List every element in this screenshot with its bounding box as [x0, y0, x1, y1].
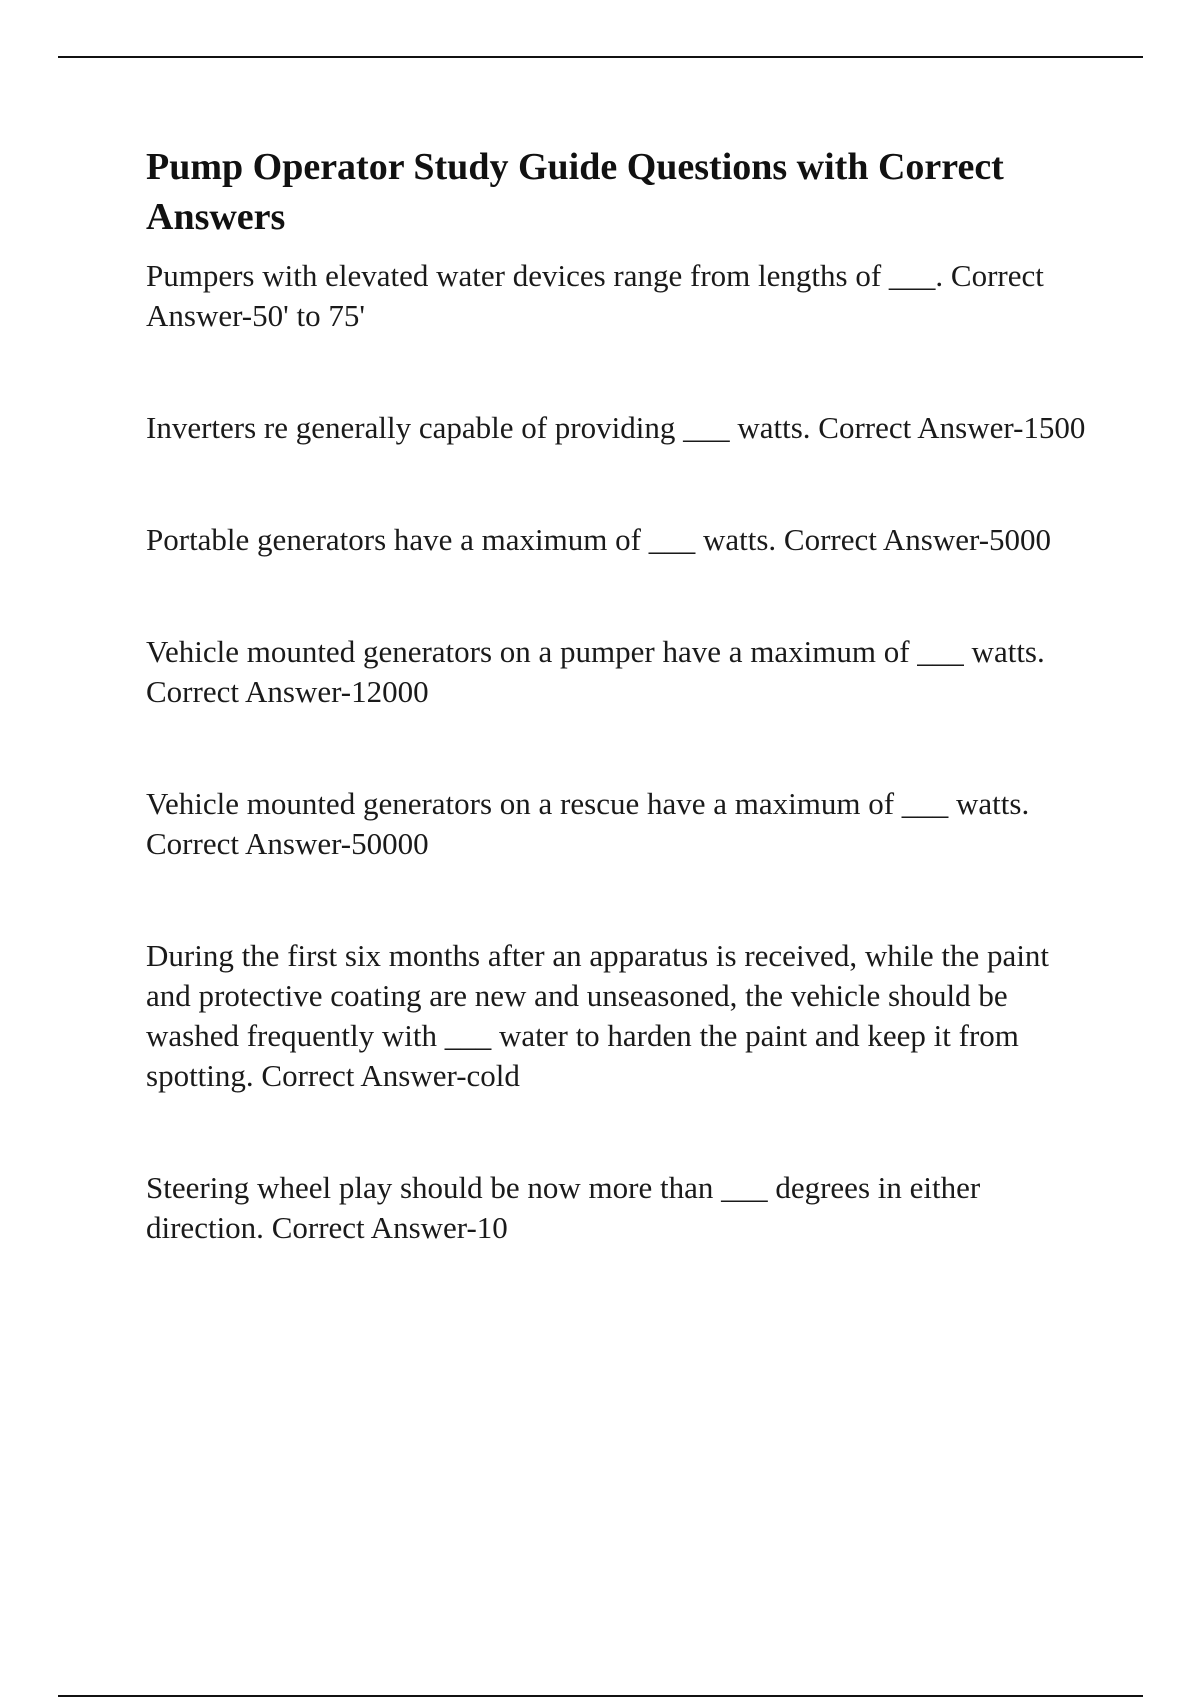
question-text: Portable generators have a maximum of ___ watts. — [146, 522, 777, 557]
document-title: Pump Operator Study Guide Questions with Correct Answers — [146, 146, 1004, 238]
answer-text: Correct Answer-cold — [261, 1058, 520, 1093]
footer-rule — [58, 1695, 1143, 1697]
qa-item — [146, 936, 1096, 1096]
document-body — [146, 142, 1096, 1320]
qa-item — [146, 632, 1096, 712]
qa-list — [146, 256, 1096, 1248]
answer-text: Correct Answer-5000 — [783, 522, 1052, 557]
question-text: Vehicle mounted generators on a rescue have a maximum of ___ watts. — [146, 786, 1030, 821]
qa-item — [146, 784, 1096, 864]
question-text: Vehicle mounted generators on a pumper have a maximum of ___ watts. — [146, 634, 1045, 669]
question-text: Pumpers with elevated water devices range from lengths of ___. — [146, 258, 944, 293]
answer-text: Correct Answer-50' to 75' — [146, 258, 1044, 333]
answer-text: Correct Answer-10 — [271, 1210, 508, 1245]
question-text: Inverters re generally capable of providing ___ watts. — [146, 410, 811, 445]
question-text: During the first six months after an apparatus is received, while the paint and protective coating are new and unseasoned, the vehicle should be washed frequently with ___ water to harden the paint and keep it from spotting. — [146, 938, 1050, 1093]
header-rule — [58, 56, 1143, 58]
answer-text: Correct Answer-12000 — [146, 674, 429, 709]
question-text: Steering wheel play should be now more than ___ degrees in either direction. — [146, 1170, 981, 1245]
qa-item — [146, 408, 1096, 448]
answer-text: Correct Answer-50000 — [146, 826, 429, 861]
answer-text: Correct Answer-1500 — [818, 410, 1086, 445]
qa-item — [146, 1168, 1096, 1248]
qa-item — [146, 520, 1096, 560]
qa-item — [146, 256, 1096, 336]
